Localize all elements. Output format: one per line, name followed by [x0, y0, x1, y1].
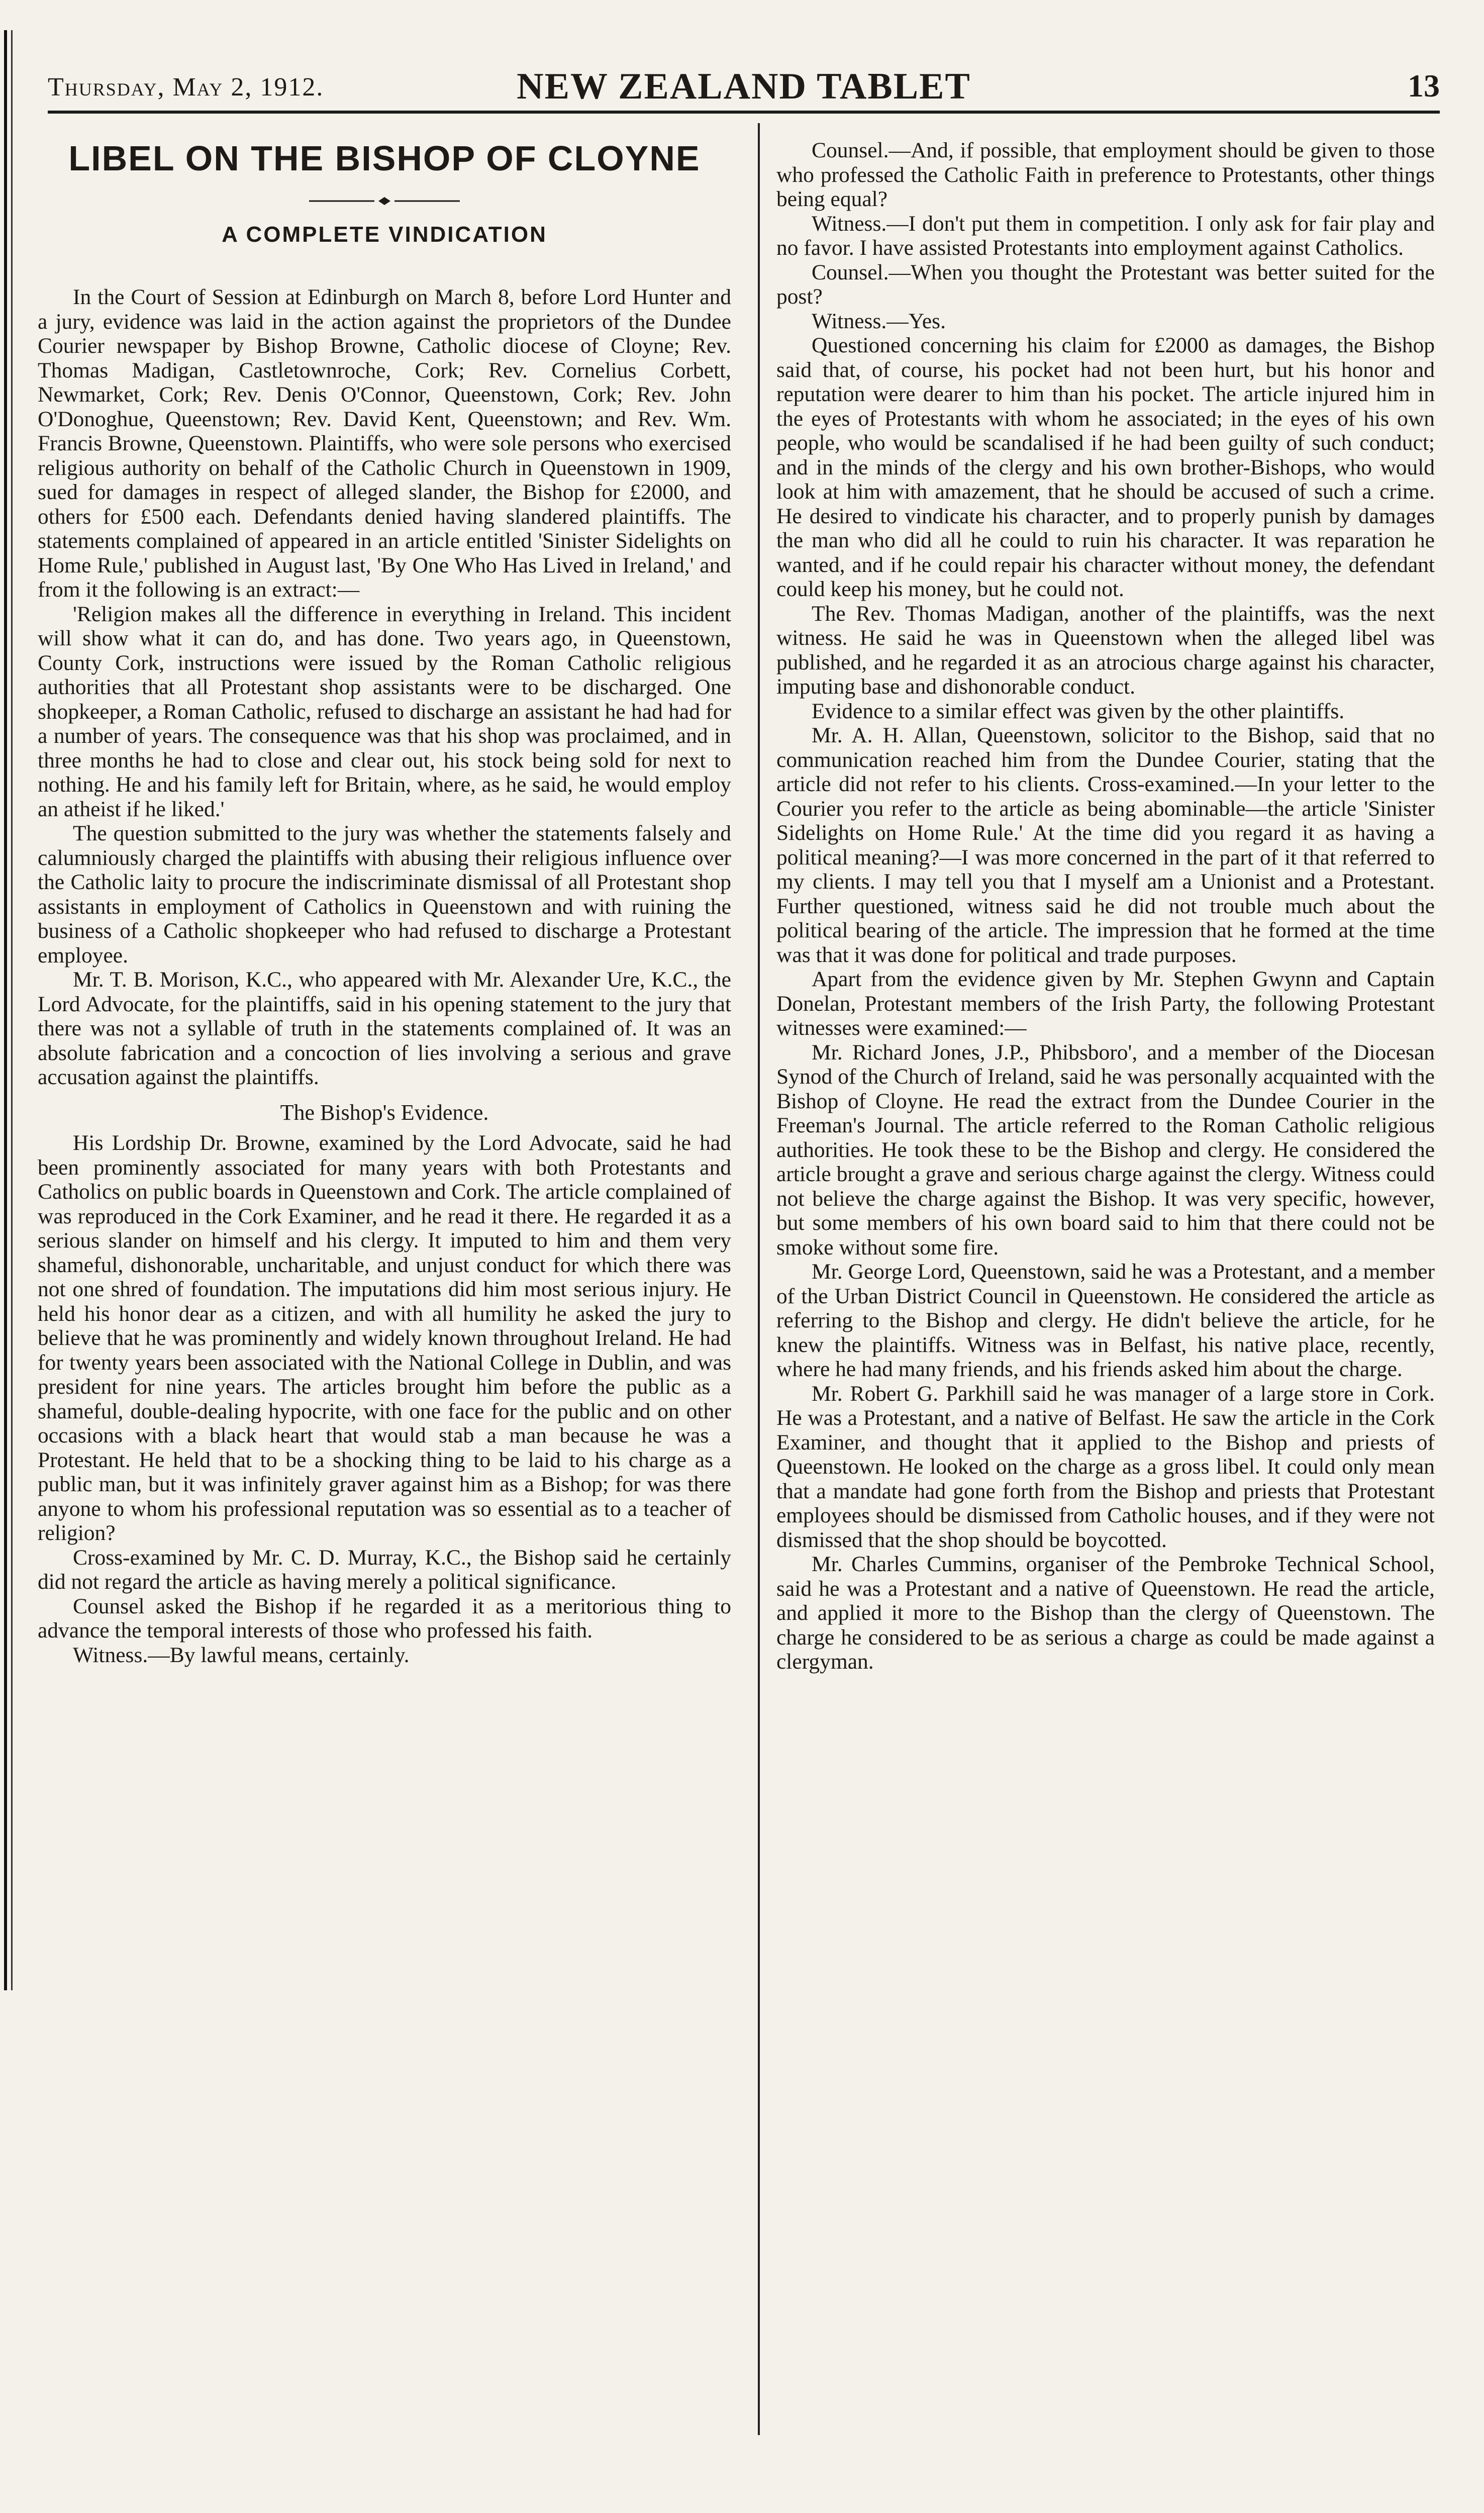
paragraph: Mr. George Lord, Queenstown, said he was a Protestant, and a member of the Urban District Council in Queenstown. He considered the article as referring to the Bishop and clergy. He didn't believe the article, for he knew the plaintiffs. Witness was in Belfast, his native place, recently, where he had many friends, and his friends asked him about the charge. [776, 1260, 1435, 1381]
paragraph: Mr. Charles Cummins, organiser of the Pembroke Technical School, said he was a Protestant and a native of Queenstown. He read the article, and applied it more to the Bishop than the clergy of Queenstown. The charge he considered to be as serious a charge as could be made against a clergyman. [776, 1552, 1435, 1674]
paragraph: The Rev. Thomas Madigan, another of the plaintiffs, was the next witness. He said he was in Queenstown when the alleged libel was published, and he regarded it as an atrocious charge against his character, imputing base and dishonorable conduct. [776, 601, 1435, 699]
headline-ornament [38, 187, 731, 212]
paragraph: Mr. Robert G. Parkhill said he was manager of a large store in Cork. He was a Protestant, and a native of Belfast. He saw the article in the Cork Examiner, and thought that it applied to the Bishop and priests of Queenstown. He looked on the charge as a gross libel. It could only mean that a mandate had gone forth from the Bishop and priests that Protestant employees should be dismissed from Catholic houses, and if they were not dismissed that the shop should be boycotted. [776, 1381, 1435, 1552]
paragraph: Witness.—I don't put them in competition. I only ask for fair play and no favor. I have assisted Protestants into employment against Catholics. [776, 211, 1435, 260]
paragraph: Cross-examined by Mr. C. D. Murray, K.C., the Bishop said he certainly did not regard the article as having merely a political significance. [38, 1545, 731, 1594]
paragraph: Counsel.—When you thought the Protestant was better suited for the post? [776, 260, 1435, 309]
section-heading: The Bishop's Evidence. [280, 1100, 489, 1125]
paragraph: In the Court of Session at Edinburgh on March 8, before Lord Hunter and a jury, evidence was laid in the action against the proprietors of the Dundee Courier newspaper by Bishop Browne, Catholic diocese of Cloyne; Rev. Thomas Madigan, Castletownroche, Cork; Rev. Cornelius Corbett, Newmarket, Cork; Rev. Denis O'Connor, Queenstown, Cork; Rev. John O'Donoghue, Queenstown; Rev. David Kent, Queenstown; and Rev. Wm. Francis Browne, Queenstown. Plaintiffs, who were sole persons who exercised religious authority on behalf of the Catholic Church in Queenstown in 1909, sued for damages in respect of alleged slander, the Bishop for £2000, and others for £500 each. Defendants denied having slandered plaintiffs. The statements complained of appeared in an article entitled 'Sinister Sidelights on Home Rule,' published in August last, 'By One Who Has Lived in Ireland,' and from it the following is an extract:— [38, 285, 731, 602]
paragraph: Mr. A. H. Allan, Queenstown, solicitor to the Bishop, said that no communication reached him from the Dundee Courier, stating that the article did not refer to his clients. Cross-examined.—In your letter to the Courier you refer to the article as being abominable—the article 'Sinister Sidelights on Home Rule.' At the time did you regard it as having a political meaning?—I was more concerned in the part of it that referred to my clients. I may tell you that I myself am a Unionist and a Protestant. Further questioned, witness said he did not trouble much about the political bearing of the article. The impression that he formed at the time was that it was done for political and trade purposes. [776, 723, 1435, 967]
diamond-rule-icon [309, 196, 460, 206]
right-column [776, 138, 1435, 1674]
paragraph: Witness.—By lawful means, certainly. [73, 1642, 410, 1667]
paragraph: Mr. T. B. Morison, K.C., who appeared with Mr. Alexander Ure, K.C., the Lord Advocate, for the plaintiffs, said in his opening statement to the jury that there was not a syllable of truth in the statements complained of. It was an absolute fabrication and a concoction of lies involving a serious and grave accusation against the plaintiffs. [38, 968, 731, 1089]
newspaper-title: NEW ZEALAND TABLET [517, 66, 971, 107]
left-column [38, 136, 731, 1667]
paragraph: His Lordship Dr. Browne, examined by the Lord Advocate, said he had been prominently associated for many years with both Protestants and Catholics on public boards in Queenstown and Cork. The article complained of was reproduced in the Cork Examiner, and he read it there. He regarded it as a serious slander on himself and his clergy. It imputed to him and them very shameful, dishonorable, uncharitable, and unjust conduct for which there was not one shred of foundation. The imputations did him most serious injury. He held his honor dear as a citizen, and with all humility he asked the jury to believe that he was prominently and widely known throughout Ireland. He had for twenty years been associated with the National College in Dublin, and was president for nine years. The articles brought him before the public as a shameful, double-dealing hypocrite, with one face for the public and on other occasions with a black heart that would stab a man because he was a Protestant. He held that to be a shocking thing to be laid to his charge as a public man, but it was infinitely graver against him as a Bishop; for was there anyone to whom his professional reputation was so essential as to a teacher of religion? [38, 1131, 731, 1545]
paragraph: Apart from the evidence given by Mr. Stephen Gwynn and Captain Donelan, Protestant members of the Irish Party, the following Protestant witnesses were examined:— [776, 967, 1435, 1040]
paragraph: The question submitted to the jury was whether the statements falsely and calumniously charged the plaintiffs with abusing their religious influence over the Catholic laity to procure the indiscriminate dismissal of all Protestant shop assistants in employment of Catholics in Queenstown and with ruining the business of a Catholic shopkeeper who had refused to discharge a Protestant employee. [38, 821, 731, 968]
paragraph: Witness.—Yes. [812, 309, 946, 333]
paragraph: Questioned concerning his claim for £2000 as damages, the Bishop said that, of course, his pocket had not been hurt, but his honor and reputation were dearer to him than his pocket. The article injured him in the eyes of Protestants with whom he associated; in the eyes of his own people, who would be scandalised if he had been guilty of such conduct; and in the minds of the clergy and his own brother-Bishops, who would look at him with amazement, that he should be accused of such a crime. He desired to vindicate his character, and to properly punish by damages the man who did all he could to ruin his character. It was reparation he wanted, and if he could repair his character without money, the defendant could keep his money, but he could not. [776, 333, 1435, 601]
binding-edge [4, 30, 19, 1990]
issue-date: Thursday, May 2, 1912. [48, 73, 324, 102]
page-number: 13 [1408, 68, 1440, 104]
article-headline: LIBEL ON THE BISHOP OF CLOYNE [68, 139, 701, 178]
paragraph: Counsel asked the Bishop if he regarded it as a meritorious thing to advance the temporal interests of those who professed his faith. [38, 1594, 731, 1642]
paragraph: 'Religion makes all the difference in everything in Ireland. This incident will show what it can do, and has done. Two years ago, in Queenstown, County Cork, instructions were issued by the Roman Catholic religious authorities that all Protestant shop assistants were to be discharged. One shopkeeper, a Roman Catholic, refused to discharge an assistant he had had for a number of years. The consequence was that his shop was proclaimed, and in three months he had to close and clear out, his stock being sold for next to nothing. He and his family left for Britain, where, as he said, he would employ an atheist if he liked.' [38, 602, 731, 821]
paragraph: Counsel.—And, if possible, that employment should be given to those who professed the Catholic Faith in preference to Protestants, other things being equal? [776, 138, 1435, 211]
column-divider [758, 123, 760, 2435]
article-subheadline: A COMPLETE VINDICATION [222, 222, 547, 247]
paragraph: Evidence to a similar effect was given by the other plaintiffs. [812, 699, 1345, 723]
paragraph: Mr. Richard Jones, J.P., Phibsboro', and a member of the Diocesan Synod of the Church of Ireland, said he was personally acquainted with the Bishop of Cloyne. He read the extract from the Dundee Courier in the Freeman's Journal. The article referred to the Roman Catholic religious authorities. He took these to be the Bishop and clergy. He considered the article brought a grave and serious charge against the clergy. Witness could not believe the charge against the Bishop. It was very specific, however, but some members of his own board said to him that there could not be smoke without some fire. [776, 1040, 1435, 1260]
masthead [48, 65, 1440, 114]
